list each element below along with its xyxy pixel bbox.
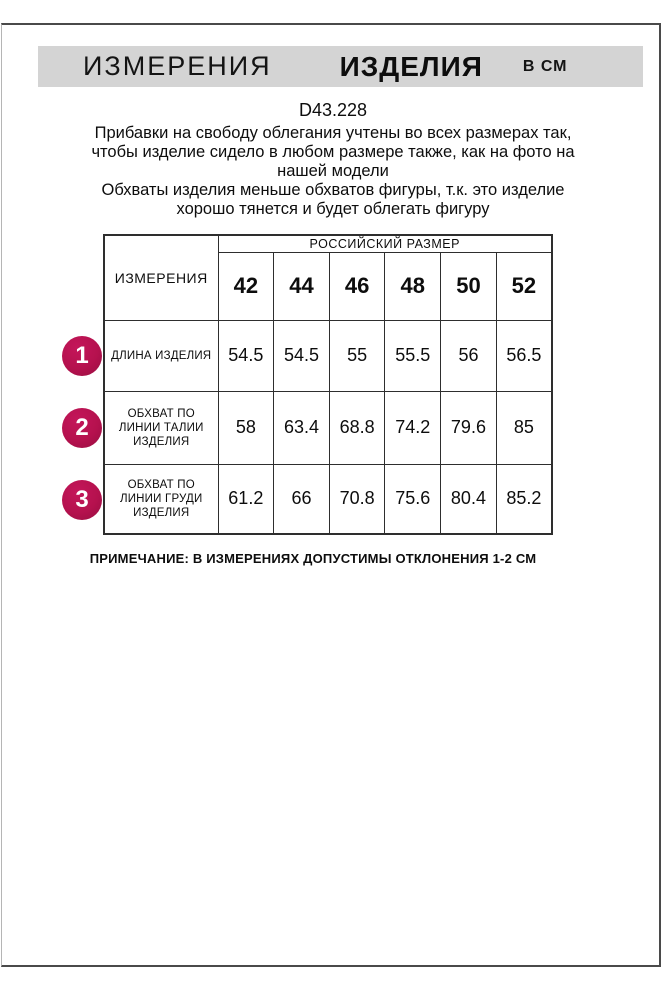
product-code: D43.228 bbox=[298, 100, 368, 120]
note-text: ПРИМЕЧАНИЕ: В ИЗМЕРЕНИЯХ ДОПУСТИМЫ ОТКЛОНЕНИЯ 1-2 СМ bbox=[89, 551, 537, 566]
row-label: ОБХВАТ ПО ЛИНИИ ТАЛИИ ИЗДЕЛИЯ bbox=[104, 391, 218, 464]
header-title-product: ИЗДЕЛИЯ bbox=[339, 50, 483, 82]
value-cell: 74.2 bbox=[385, 391, 441, 464]
size-table bbox=[103, 234, 553, 535]
value-cell: 54.5 bbox=[274, 320, 330, 391]
row-number-badge-3: 3 bbox=[62, 480, 102, 520]
value-cell: 58 bbox=[218, 391, 274, 464]
intro-paragraph-stretch: Обхваты изделия меньше обхватов фигуры, т.к. это изделие хорошо тянется и будет облегать фигуру bbox=[101, 181, 565, 218]
table-header-measurements: ИЗМЕРЕНИЯ bbox=[104, 235, 218, 320]
size-header-cell: 48 bbox=[385, 252, 441, 320]
row-label: ДЛИНА ИЗДЕЛИЯ bbox=[104, 320, 218, 391]
row-label: ОБХВАТ ПО ЛИНИИ ГРУДИ ИЗДЕЛИЯ bbox=[104, 464, 218, 534]
size-header-cell: 50 bbox=[441, 252, 497, 320]
size-header-cell: 42 bbox=[218, 252, 274, 320]
value-cell: 70.8 bbox=[329, 464, 385, 534]
measurement-row-chest bbox=[104, 464, 552, 534]
size-header-cell: 44 bbox=[274, 252, 330, 320]
value-cell: 85.2 bbox=[496, 464, 552, 534]
value-cell: 80.4 bbox=[441, 464, 497, 534]
value-cell: 79.6 bbox=[441, 391, 497, 464]
value-cell: 55.5 bbox=[385, 320, 441, 391]
value-cell: 63.4 bbox=[274, 391, 330, 464]
value-cell: 54.5 bbox=[218, 320, 274, 391]
measurement-row-length bbox=[104, 320, 552, 391]
value-cell: 61.2 bbox=[218, 464, 274, 534]
header-unit-label: В СМ bbox=[522, 57, 568, 75]
header-bar bbox=[38, 46, 643, 87]
value-cell: 68.8 bbox=[329, 391, 385, 464]
intro-paragraph-fit: Прибавки на свободу облегания учтены во всех размерах так, чтобы изделие сидело в любом размере также, как на фото на нашей модели bbox=[91, 124, 575, 180]
value-cell: 56 bbox=[441, 320, 497, 391]
row-number-badge-2: 2 bbox=[62, 408, 102, 448]
value-cell: 66 bbox=[274, 464, 330, 534]
value-cell: 55 bbox=[329, 320, 385, 391]
header-title-measurements: ИЗМЕРЕНИЯ bbox=[83, 51, 272, 81]
measurement-row-waist bbox=[104, 391, 552, 464]
size-header-cell: 46 bbox=[329, 252, 385, 320]
value-cell: 56.5 bbox=[496, 320, 552, 391]
size-header-cell: 52 bbox=[496, 252, 552, 320]
value-cell: 85 bbox=[496, 391, 552, 464]
table-header-size-group: РОССИЙСКИЙ РАЗМЕР bbox=[218, 235, 552, 252]
row-number-badge-1: 1 bbox=[62, 336, 102, 376]
value-cell: 75.6 bbox=[385, 464, 441, 534]
